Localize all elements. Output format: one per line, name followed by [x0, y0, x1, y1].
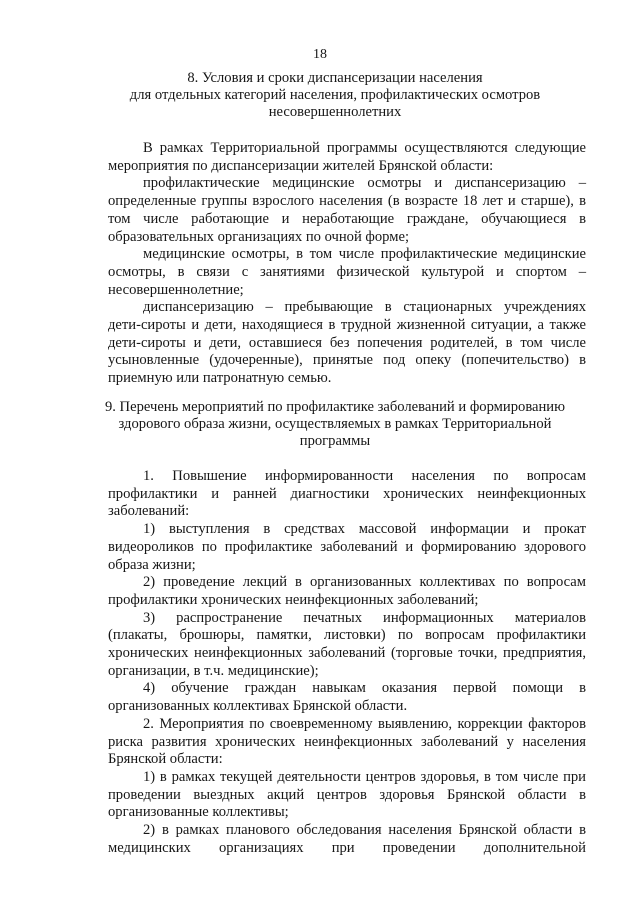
text-line: В рамках Территориальной программы осуществляются следующие — [143, 140, 586, 156]
text-line: дети-сироты и дети, находящиеся в трудной жизненной ситуации, а также — [108, 317, 586, 334]
text-line: усыновленные (удочеренные), принятые под опеку (попечительство) в — [108, 352, 586, 369]
text-line: образа жизни; — [108, 556, 196, 573]
section-8-title-line: несовершеннолетних — [268, 104, 402, 120]
text-line: 1) в рамках текущей деятельности центров здоровья, в том числе при — [143, 768, 586, 785]
list-item — [108, 822, 586, 857]
text-line: 2) проведение лекций в организованных коллективах по вопросам — [143, 574, 586, 591]
text-line: 1) выступления в средствах массовой информации и прокат — [143, 521, 586, 538]
text-line: риска развития хронических неинфекционных заболеваний у населения — [108, 733, 586, 750]
section-8-title-line: 8. Условия и сроки диспансеризации населения — [187, 70, 483, 86]
text-line: 2. Мероприятия по своевременному выявлению, коррекции факторов — [143, 715, 586, 732]
text-line: 2) в рамках планового обследования населения Брянской области в — [143, 822, 586, 839]
text-line: медицинских организациях при проведении дополнительной — [108, 839, 586, 856]
text-line: мероприятия по диспансеризации жителей Брянской области: — [108, 157, 494, 174]
text-line: хронических неинфекционных заболеваний (торговые точки, предприятия, — [108, 645, 586, 662]
text-line: профилактические медицинские осмотры и диспансеризацию – — [143, 175, 586, 192]
list-item — [108, 610, 586, 681]
section-8-title — [100, 70, 570, 121]
section-9-title — [100, 399, 570, 450]
section-9-title-line: здорового образа жизни, осуществляемых в рамках Территориальной — [118, 416, 552, 432]
text-line: профилактики хронических неинфекционных заболеваний; — [108, 591, 479, 608]
section-8-body — [108, 140, 586, 388]
paragraph — [108, 299, 586, 388]
paragraph — [108, 175, 586, 246]
text-line: профилактики и ранней диагностики хронических неинфекционных — [108, 485, 586, 502]
text-line: определенные группы взрослого населения (в возрасте 18 лет и старше), в — [108, 193, 586, 210]
section-9-body — [108, 468, 586, 857]
text-line: несовершеннолетние; — [108, 281, 244, 298]
section-8-title-line: для отдельных категорий населения, профилактических осмотров — [129, 87, 541, 103]
text-line: организованных коллективах Брянской области. — [108, 698, 408, 715]
section-9-title-line: 9. Перечень мероприятий по профилактике заболеваний и формированию — [104, 399, 566, 415]
text-line: 4) обучение граждан навыкам оказания первой помощи в — [143, 680, 586, 697]
list-item — [108, 521, 586, 574]
text-line: Брянской области: — [108, 751, 223, 768]
paragraph — [108, 140, 586, 175]
list-item — [108, 680, 586, 715]
list-item — [108, 468, 586, 521]
list-item — [108, 574, 586, 609]
page-number: 18 — [313, 47, 327, 62]
text-line: приемную или патронатную семью. — [108, 370, 332, 387]
text-line: осмотры, в связи с занятиями физической культурой и спортом – — [108, 263, 586, 280]
section-9-title-line: программы — [299, 433, 371, 449]
text-line: том числе работающие и неработающие граждане, обучающиеся в — [108, 210, 586, 227]
text-line: дети-сироты и дети, оставшиеся без попечения родителей, в том числе — [108, 334, 586, 351]
text-line: образовательных организациях по очной форме; — [108, 228, 409, 245]
text-line: 1. Повышение информированности населения по вопросам — [143, 468, 586, 484]
text-line: заболеваний: — [108, 503, 190, 520]
text-line: организованные коллективы; — [108, 804, 289, 821]
text-line: диспансеризацию – пребывающие в стационарных учреждениях — [143, 299, 586, 316]
text-line: проведении выездных акций центров здоровья Брянской области в — [108, 786, 586, 803]
text-line: организации, в т.ч. медицинские); — [108, 662, 319, 679]
paragraph — [108, 246, 586, 299]
list-item — [108, 716, 586, 769]
text-line: медицинские осмотры, в том числе профилактические медицинские — [143, 246, 586, 263]
text-line: (плакаты, брошюры, памятки, листовки) по вопросам профилактики — [108, 627, 586, 644]
text-line: 3) распространение печатных информационных материалов — [143, 609, 586, 626]
list-item — [108, 769, 586, 822]
text-line: видеороликов по профилактике заболеваний и формированию здорового — [108, 538, 586, 555]
